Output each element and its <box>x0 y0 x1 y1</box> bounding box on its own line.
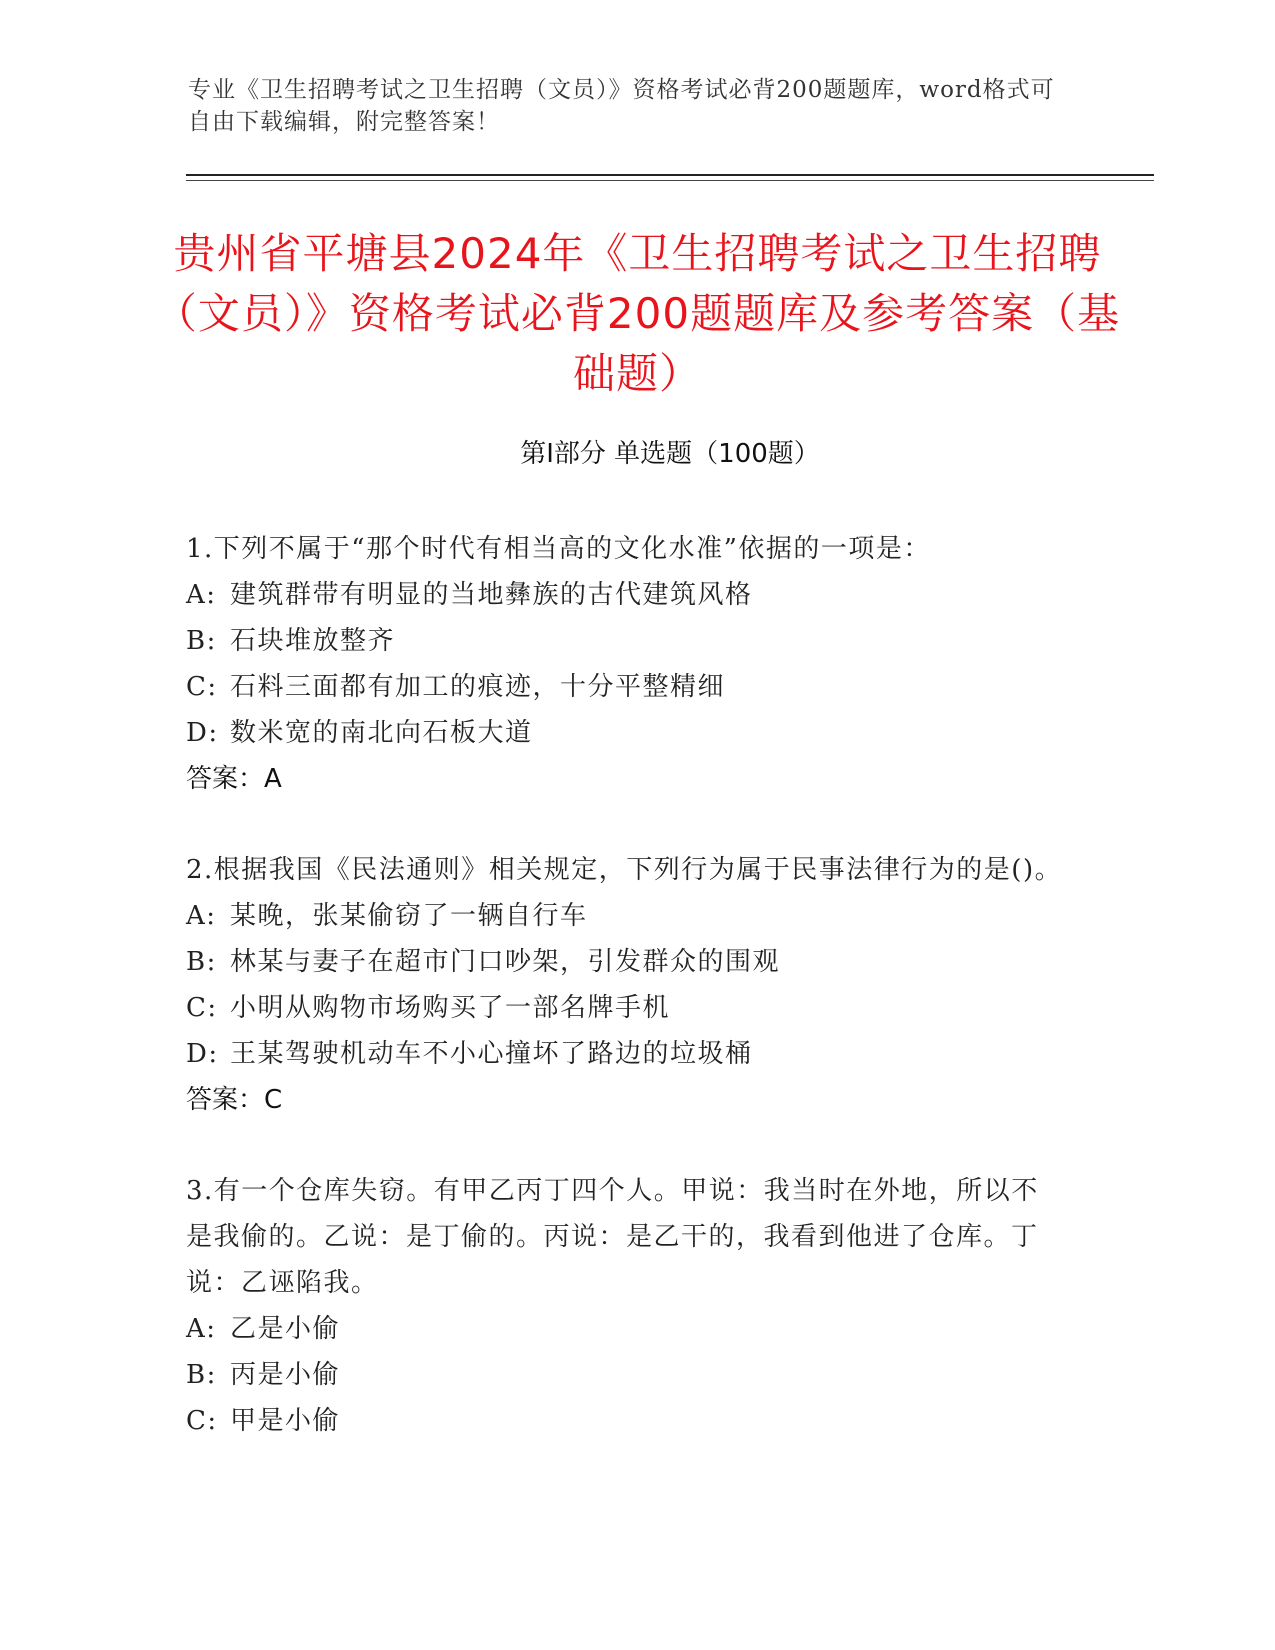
option-text: 石块堆放整齐 <box>230 626 396 656</box>
option-b <box>186 939 1066 985</box>
option-c <box>186 985 1066 1031</box>
header-divider-thin <box>186 180 1154 181</box>
option-text: 某晚，张某偷窃了一辆自行车 <box>230 901 588 931</box>
option-a <box>186 1306 1066 1352</box>
option-text: 乙是小偷 <box>230 1314 341 1344</box>
question-3 <box>186 1168 1066 1444</box>
document-title: 贵州省平塘县2024年《卫生招聘考试之卫生招聘（文员）》资格考试必背200题题库及参考答案（基础题） <box>154 229 1121 398</box>
option-text: 林某与妻子在超市门口吵架，引发群众的围观 <box>230 947 781 977</box>
option-text: 王某驾驶机动车不小心撞坏了路边的垃圾桶 <box>230 1039 753 1069</box>
option-text: 甲是小偷 <box>230 1406 341 1436</box>
option-d <box>186 710 1066 756</box>
option-a <box>186 893 1066 939</box>
option-key: D: <box>186 1039 219 1069</box>
option-key: B: <box>186 626 217 656</box>
header-divider <box>186 174 1154 176</box>
section-title: 第Ⅰ部分 单选题（100题） <box>520 439 820 469</box>
header-note: 专业《卫生招聘考试之卫生招聘（文员）》资格考试必背200题题库，word格式可自由下载编辑，附完整答案！ <box>188 77 1055 135</box>
option-text: 丙是小偷 <box>230 1360 341 1390</box>
option-key: B: <box>186 1360 217 1390</box>
option-a <box>186 572 1066 618</box>
option-key: C: <box>186 1406 218 1436</box>
answer: 答案：A <box>186 764 282 794</box>
option-key: D: <box>186 718 219 748</box>
question-stem: 2.根据我国《民法通则》相关规定，下列行为属于民事法律行为的是()。 <box>186 855 1063 885</box>
option-b <box>186 618 1066 664</box>
option-key: A: <box>186 580 217 610</box>
option-d <box>186 1031 1066 1077</box>
option-c <box>186 1398 1066 1444</box>
option-key: B: <box>186 947 217 977</box>
option-key: A: <box>186 1314 217 1344</box>
option-text: 建筑群带有明显的当地彝族的古代建筑风格 <box>230 580 753 610</box>
option-text: 小明从购物市场购买了一部名牌手机 <box>230 993 671 1023</box>
option-text: 石料三面都有加工的痕迹，十分平整精细 <box>230 672 726 702</box>
option-c <box>186 664 1066 710</box>
option-key: C: <box>186 672 218 702</box>
answer: 答案：C <box>186 1085 283 1115</box>
question-stem: 3.有一个仓库失窃。有甲乙丙丁四个人。甲说：我当时在外地，所以不是我偷的。乙说：是丁偷的。丙说：是乙干的，我看到他进了仓库。丁说：乙诬陷我。 <box>186 1176 1039 1298</box>
question-1 <box>186 526 1066 802</box>
option-b <box>186 1352 1066 1398</box>
option-key: A: <box>186 901 217 931</box>
option-text: 数米宽的南北向石板大道 <box>230 718 533 748</box>
question-2 <box>186 847 1066 1123</box>
option-key: C: <box>186 993 218 1023</box>
question-stem: 1.下列不属于“那个时代有相当高的文化水准”依据的一项是： <box>186 534 931 564</box>
question-list <box>186 526 1066 1489</box>
